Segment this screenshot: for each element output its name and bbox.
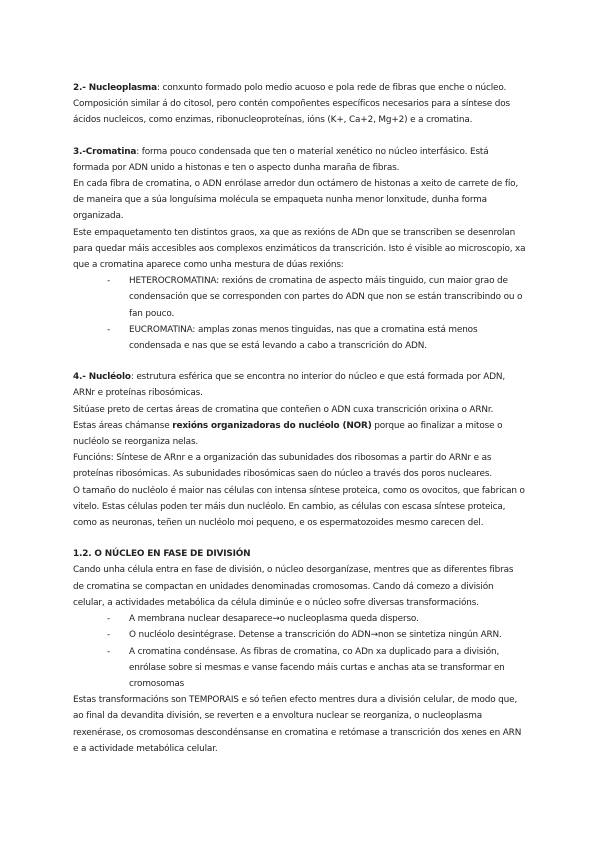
paragraph-cromatina-3: Este empaquetamento ten distintos graos, xa que as rexións de ADn que se transcriben se desenrolan para quedar máis accesibles aos complexos enzimáticos da transcrición. Isto é visible ao microscopio, xa que a cromatina aparece como unha mestura de dúas rexións: (73, 227, 526, 271)
section-title-division: 1.2. O NÚCLEO EN FASE DE DIVISIÓN (73, 549, 251, 560)
list-item-cromatina: - A cromatina condénsase. As fibras de cromatina, co ADn xa duplicado para a división, enrólase sobre si mesmas e vanse facendo máis curtas e anchas ata se transformar en cromosomas (107, 644, 526, 693)
paragraph-division-1: Cando unha célula entra en fase de división, o núcleo desorganízase, mentres que as diferentes fibras de cromatina se compactan en unidades denominadas cromosomas. Cando dá comezo a división celular, a actividades metabólica da célula diminúe e o núcleo sofre diversas transformacións. (73, 565, 514, 608)
list-item-nucleolo: - O nucléolo desintégrase. Detense a transcrición do ADN→non se sintetiza ningún ARN. (107, 627, 526, 643)
nucleoplasma-text: : conxunto formado polo medio acuoso e pola rede de fibras que enche o núcleo. Composición similar á do citosol, pero contén compoñentes específicos necesarios para a síntese dos ácidos nucleicos, como enzimas, ribonucleoproteínas, ións (K+, Ca+2, Mg+2) e a cromatina. (73, 83, 510, 126)
paragraph-nucleolo-tamano: O tamaño do nucléolo é maior nas células con intensa síntese proteica, como os ovocitos, que fabrican o vitelo. Estas células poden ter máis dun nucléolo. En cambio, as células con escasa síntese proteica, como as neuronas, teñen un nucléolo moi pequeno, e os espermatozoides mesmo carecen del. (73, 485, 525, 529)
list-item-membrana: - A membrana nuclear desaparece→o nucleoplasma queda disperso. (107, 611, 526, 627)
nucleolo-p3-c: porque ao finalizar a mitose o nucléolo se reorganiza nelas. (73, 420, 503, 448)
cromatina-list (73, 273, 526, 354)
paragraph-nucleolo-2: Sitúase preto de certas áreas de cromatina que conteñen o ADN cuxa transcrición orixina o ARNr. (73, 404, 494, 415)
list-item-eucromatina: - EUCROMATINA: amplas zonas menos tinguidas, nas que a cromatina está menos condensada e nas que se está levando a cabo a transcrición do ADN. (107, 322, 526, 354)
paragraph-cromatina-2: En cada fibra de cromatina, o ADN enrólase arredor dun octámero de histonas a xeito de carrete de fío, de maneira que a súa longuísima molécula se empaqueta nunha menor lonxitude, dunha forma organizada. (73, 179, 519, 222)
paragraph-nucleolo (73, 369, 526, 401)
list-item-heterocromatina: - HETEROCROMATINA: rexións de cromatina de aspecto máis tinguido, cun maior grao de condensación que se corresponden con partes do ADN que non se están transcribindo ou o fan pouco. (107, 273, 526, 322)
nor-term: rexións organizadoras do nucléolo (NOR) (172, 420, 372, 431)
heading-nucleoplasma: 2.- Nucleoplasma (73, 83, 157, 93)
division-list (73, 611, 526, 692)
nucleolo-p3-a: Estas áreas chámanse (73, 420, 173, 431)
paragraph-nucleolo-funcions: Funcións: Síntese de ARnr e a organización das subunidades dos ribosomas a partir do ARNr e as proteínas ribosómicas. As subunidades ribosómicas saen do núcleo a través dos poros nucleares. (73, 453, 492, 480)
cromatina-text: : forma pouco condensada que ten o material xenético no núcleo interfásico. Está formada por ADN unido a histonas e ten o aspecto dunha maraña de fibras. (73, 146, 489, 173)
paragraph-nucleolo-3 (73, 418, 526, 450)
paragraph-cromatina (73, 144, 526, 176)
heading-nucleolo: 4.- Nucléolo (73, 372, 131, 383)
paragraph-division-2: Estas transformacións son TEMPORAIS e só teñen efecto mentres dura a división celular, de modo que, ao final da devandita división, se reverten e a envoltura nuclear se reorganiza, o nucleoplasma rexenérase, os cromosomas descondénsanse en cromatina e retómase a transcrición dos xenes en ARN e a actividade metabólica celular. (73, 695, 522, 754)
nucleolo-text: : estrutura esférica que se encontra no interior do núcleo e que está formada por ADN, ARNr e proteínas ribosómicas. (73, 372, 506, 399)
heading-cromatina: 3.-Cromatina (73, 146, 137, 157)
paragraph-nucleoplasma (73, 80, 526, 129)
